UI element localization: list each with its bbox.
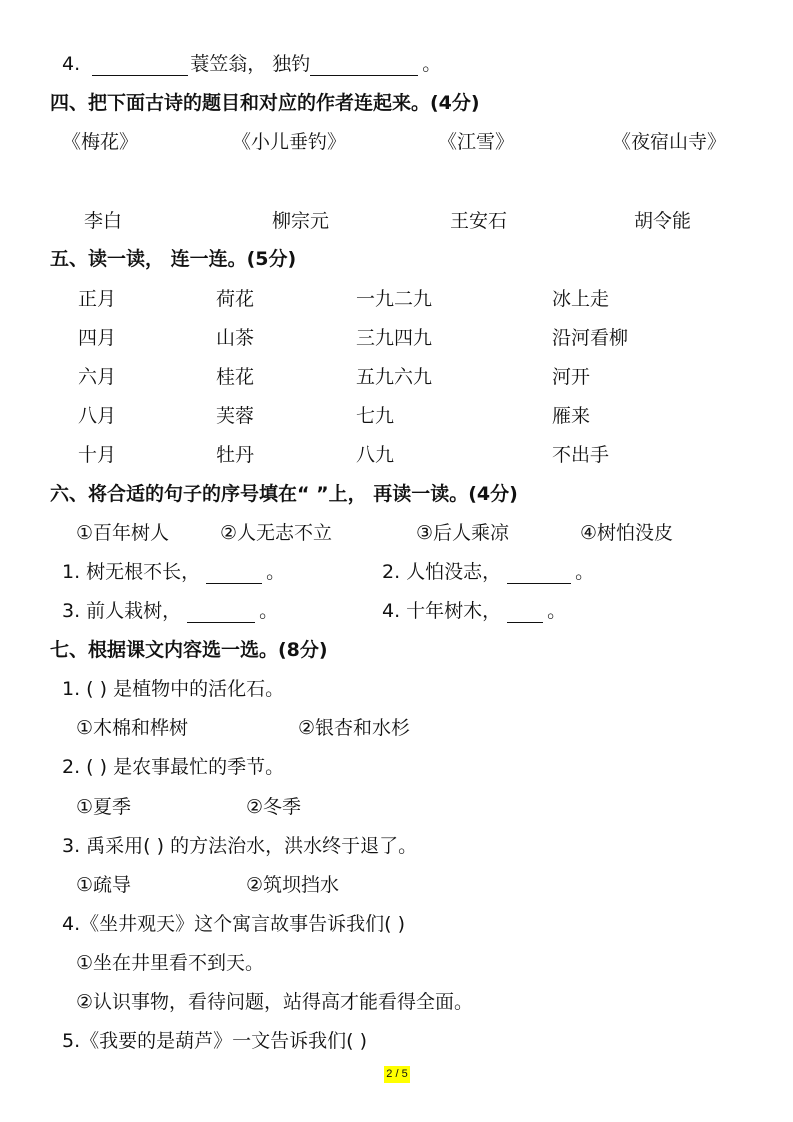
- choice-option[interactable]: ①木棉和桦树: [76, 717, 189, 739]
- flower-item[interactable]: 芙蓉: [216, 405, 255, 427]
- item-number: 4.: [62, 53, 81, 75]
- answer-blank[interactable]: [507, 563, 571, 584]
- phenomenon-item[interactable]: 雁来: [552, 405, 591, 427]
- phenomenon-item[interactable]: 沿河看柳: [552, 327, 629, 349]
- sentence-option: ②人无志不立: [220, 522, 333, 544]
- fill-sentence-2: [382, 560, 594, 584]
- sentence-text: 2. 人怕没志，: [382, 561, 502, 583]
- fill-sentence-3: [62, 599, 278, 623]
- item-end: 。: [422, 53, 442, 75]
- section-5-heading: 五、读一读， 连一连。(5分): [50, 248, 297, 270]
- phenomenon-item[interactable]: 河开: [552, 366, 591, 388]
- sentence-option: ④树怕没皮: [580, 522, 674, 544]
- choice-option[interactable]: ②银杏和水杉: [298, 717, 411, 739]
- choice-option[interactable]: ②筑坝挡水: [246, 874, 340, 896]
- choice-question-4[interactable]: 4.《坐井观天》这个寓言故事告诉我们( ): [62, 913, 405, 935]
- page-number: 2 / 5: [384, 1066, 410, 1083]
- month-item[interactable]: 十月: [78, 444, 117, 466]
- flower-item[interactable]: 山茶: [216, 327, 255, 349]
- nine-item[interactable]: 一九二九: [356, 288, 433, 310]
- sentence-text: 3. 前人栽树，: [62, 600, 182, 622]
- phenomenon-item[interactable]: 不出手: [552, 444, 610, 466]
- answer-blank[interactable]: [206, 563, 262, 584]
- month-item[interactable]: 四月: [78, 327, 117, 349]
- section-4-heading: 四、把下面古诗的题目和对应的作者连起来。(4分): [50, 92, 480, 114]
- poem-author[interactable]: 李白: [84, 210, 123, 232]
- sentence-end: 。: [547, 600, 567, 622]
- fill-sentence-1: [62, 560, 285, 584]
- choice-option[interactable]: ①夏季: [76, 796, 132, 818]
- poem-title[interactable]: 《小儿垂钓》: [232, 131, 347, 153]
- poem-author[interactable]: 王安石: [450, 210, 508, 232]
- poem-title[interactable]: 《江雪》: [438, 131, 515, 153]
- fill-sentence-4: [382, 599, 566, 623]
- poem-title[interactable]: 《梅花》: [62, 131, 139, 153]
- choice-option[interactable]: ①疏导: [76, 874, 132, 896]
- phenomenon-item[interactable]: 冰上走: [552, 288, 610, 310]
- answer-blank[interactable]: [310, 55, 418, 76]
- flower-item[interactable]: 桂花: [216, 366, 255, 388]
- flower-item[interactable]: 荷花: [216, 288, 255, 310]
- sentence-option: ③后人乘凉: [416, 522, 510, 544]
- poem-author[interactable]: 柳宗元: [272, 210, 330, 232]
- answer-blank[interactable]: [187, 602, 255, 623]
- fill-in-item-4: [62, 52, 441, 76]
- nine-item[interactable]: 三九四九: [356, 327, 433, 349]
- sentence-text: 1. 树无根不长，: [62, 561, 201, 583]
- item-text: 蓑笠翁， 独钓: [190, 53, 311, 75]
- sentence-option: ①百年树人: [76, 522, 170, 544]
- nine-item[interactable]: 五九六九: [356, 366, 433, 388]
- month-item[interactable]: 六月: [78, 366, 117, 388]
- nine-item[interactable]: 八九: [356, 444, 395, 466]
- choice-option[interactable]: ②冬季: [246, 796, 302, 818]
- sentence-end: 。: [575, 561, 595, 583]
- answer-blank[interactable]: [92, 55, 188, 76]
- flower-item[interactable]: 牡丹: [216, 444, 255, 466]
- poem-author[interactable]: 胡令能: [634, 210, 692, 232]
- poem-title[interactable]: 《夜宿山寺》: [612, 131, 727, 153]
- nine-item[interactable]: 七九: [356, 405, 395, 427]
- section-7-heading: 七、根据课文内容选一选。(8分): [50, 639, 328, 661]
- choice-question-2[interactable]: 2. ( ) 是农事最忙的季节。: [62, 756, 285, 778]
- sentence-end: 。: [266, 561, 286, 583]
- sentence-text: 4. 十年树木，: [382, 600, 502, 622]
- choice-option[interactable]: ①坐在井里看不到天。: [76, 952, 265, 974]
- section-6-heading: 六、将合适的句子的序号填在“ ”上， 再读一读。(4分): [50, 483, 518, 505]
- choice-question-3[interactable]: 3. 禹采用( ) 的方法治水，洪水终于退了。: [62, 835, 418, 857]
- sentence-end: 。: [259, 600, 279, 622]
- month-item[interactable]: 正月: [78, 288, 117, 310]
- month-item[interactable]: 八月: [78, 405, 117, 427]
- choice-question-5[interactable]: 5.《我要的是葫芦》一文告诉我们( ): [62, 1030, 367, 1052]
- answer-blank[interactable]: [507, 602, 543, 623]
- choice-option[interactable]: ②认识事物，看待问题，站得高才能看得全面。: [76, 991, 474, 1013]
- choice-question-1[interactable]: 1. ( ) 是植物中的活化石。: [62, 678, 285, 700]
